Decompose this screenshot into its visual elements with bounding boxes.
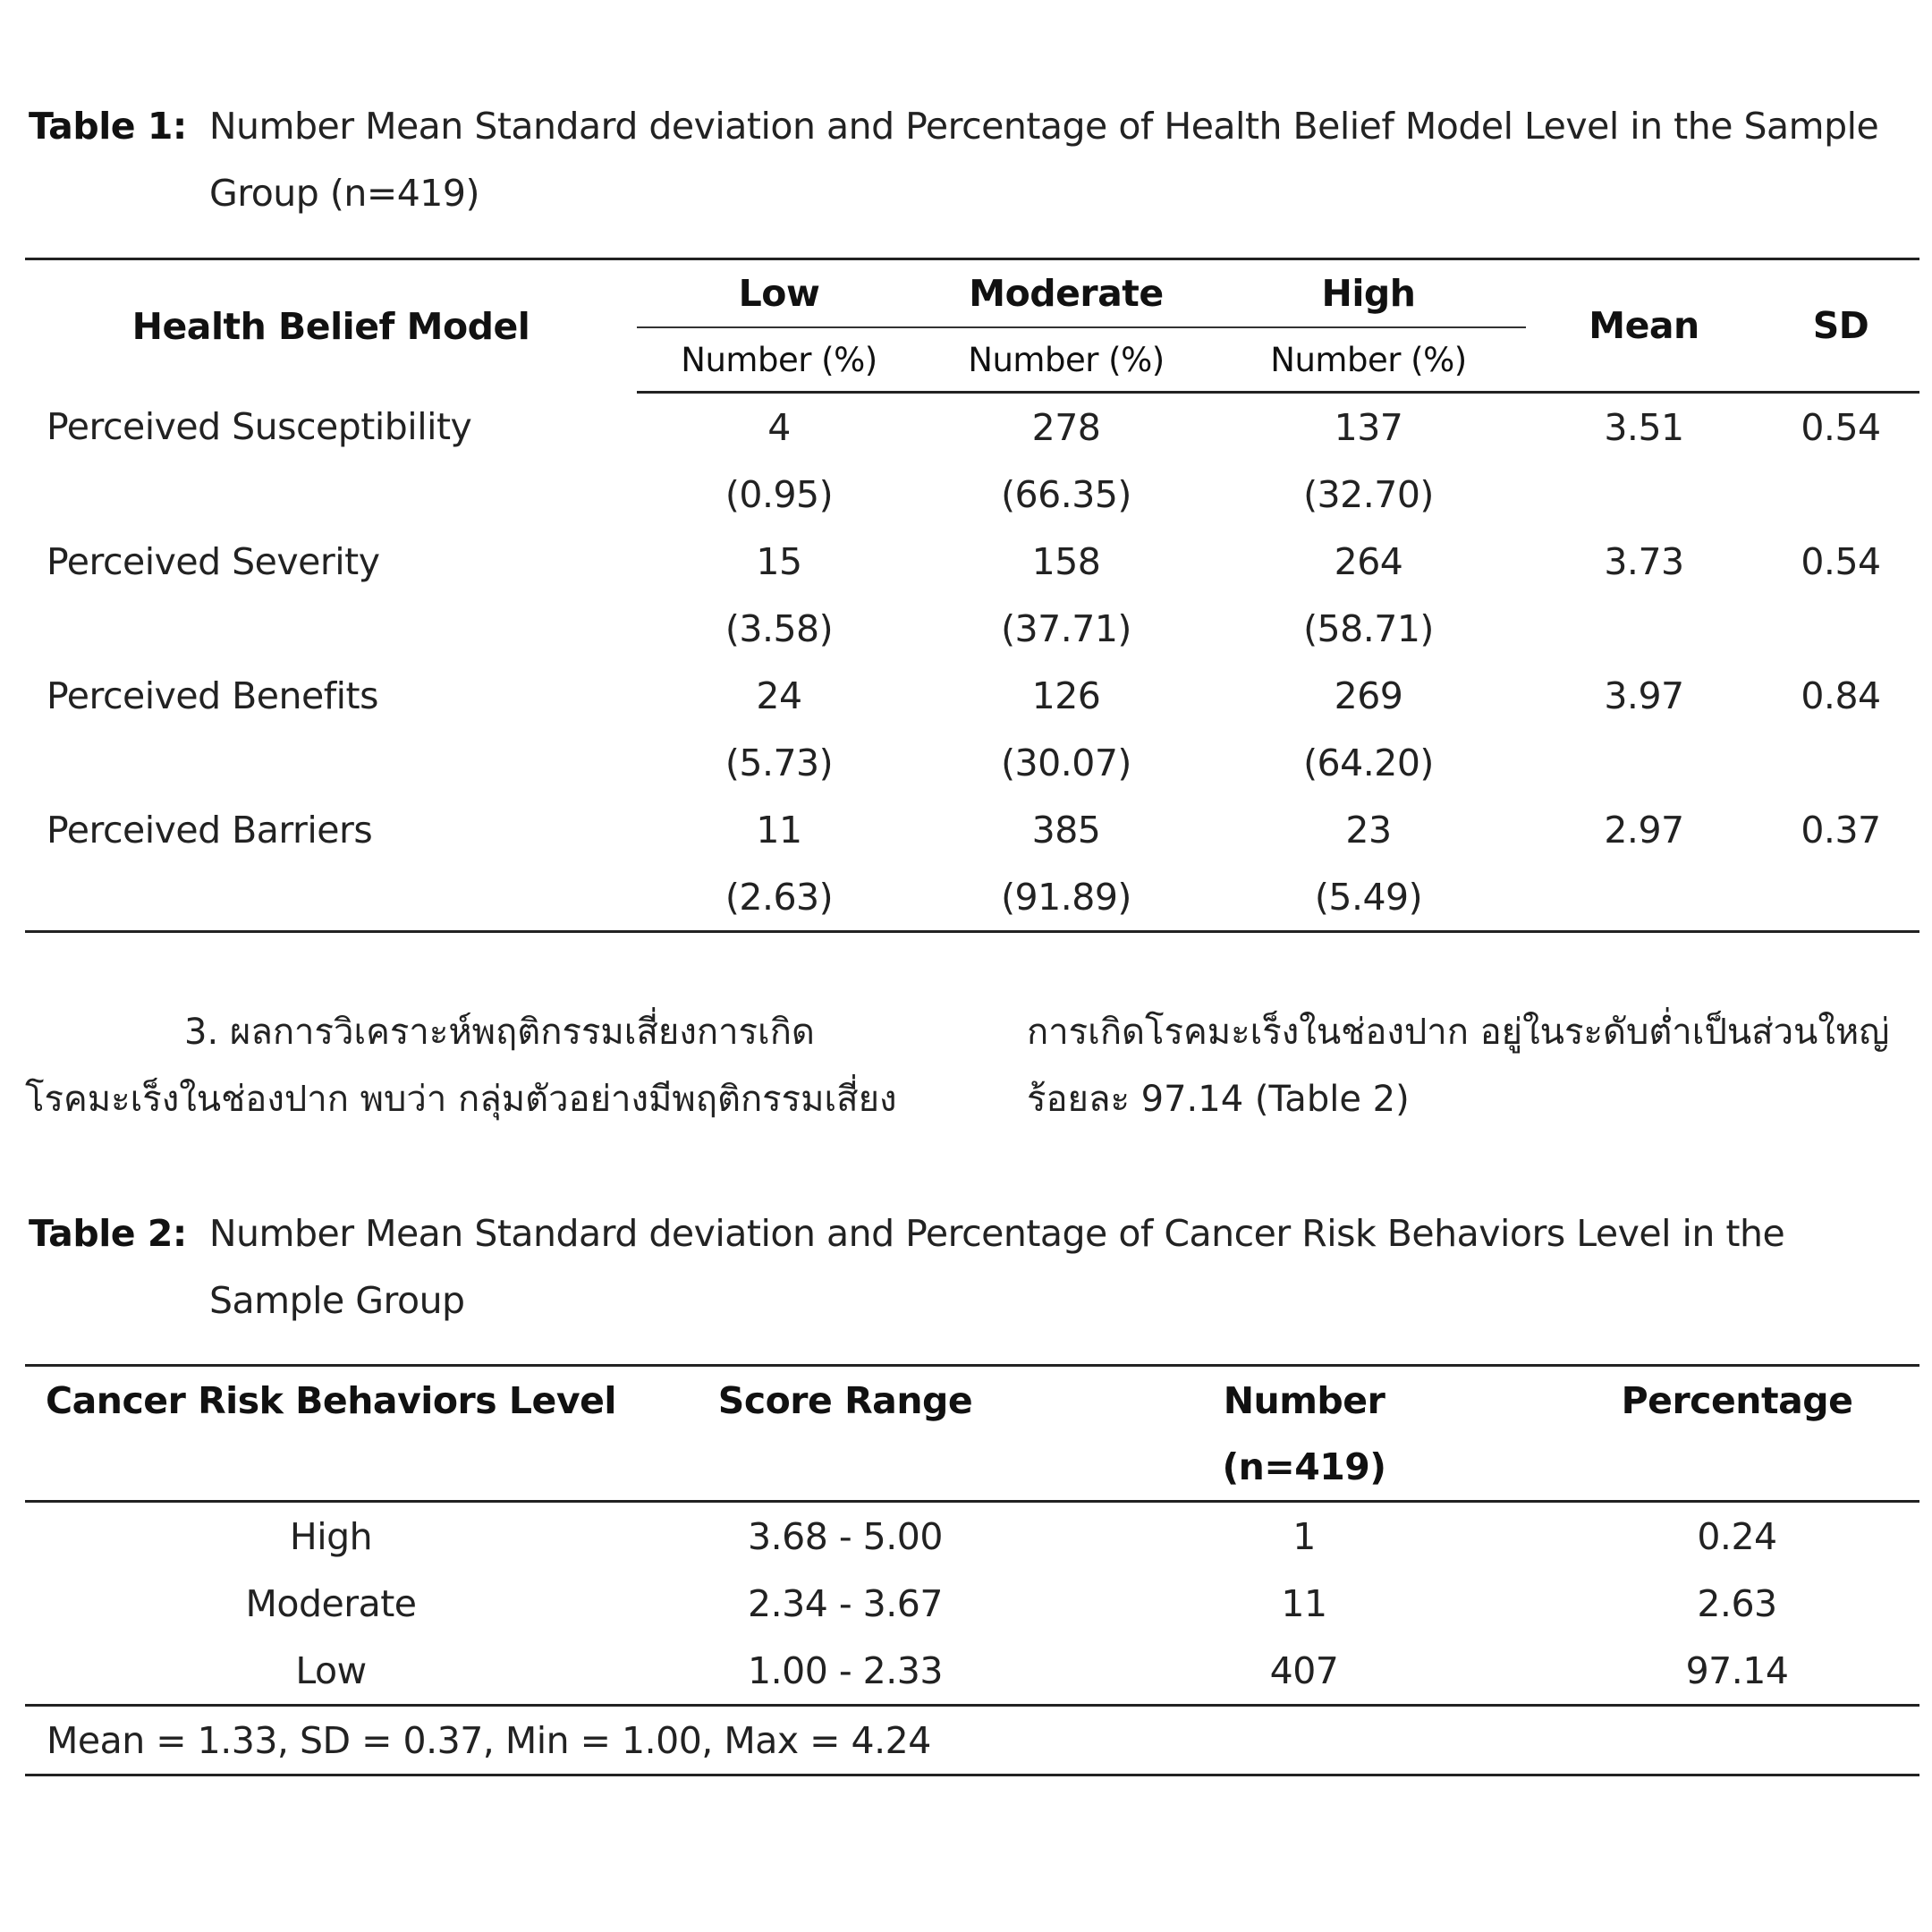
paragraph-line: โรคมะเร็งในช่องปาก พบว่า กลุ่มตัวอย่างมีพฤติกรรมเสี่ยง bbox=[25, 1079, 897, 1120]
mean-value: 2.97 bbox=[1604, 808, 1684, 852]
high-count: 269 bbox=[1334, 674, 1403, 717]
header-sd: SD bbox=[1762, 259, 1919, 393]
count: 407 bbox=[1054, 1637, 1555, 1706]
table1-caption bbox=[29, 93, 1916, 227]
paragraph-line: ร้อยละ 97.14 (Table 2) bbox=[1027, 1079, 1410, 1120]
high-count: 264 bbox=[1334, 539, 1403, 583]
high-percent: (32.70) bbox=[1303, 472, 1434, 516]
mean-value: 3.97 bbox=[1604, 674, 1684, 717]
paragraph-left-column bbox=[25, 999, 919, 1133]
table-row bbox=[25, 662, 1919, 729]
percentage: 0.24 bbox=[1697, 1514, 1777, 1558]
moderate-count: 126 bbox=[1031, 674, 1101, 717]
high-percent: (58.71) bbox=[1303, 606, 1434, 650]
moderate-count: 158 bbox=[1031, 539, 1101, 583]
table-row bbox=[25, 1570, 1919, 1637]
moderate-percent: (30.07) bbox=[1001, 741, 1131, 784]
moderate-percent: (66.35) bbox=[1001, 472, 1131, 516]
health-belief-model-table bbox=[25, 258, 1919, 933]
table-row bbox=[25, 528, 1919, 595]
low-count: 15 bbox=[756, 539, 802, 583]
table-row-pct bbox=[25, 595, 1919, 662]
header-percentage: Percentage bbox=[1555, 1366, 1919, 1435]
high-count: 23 bbox=[1345, 808, 1392, 852]
table1-caption-text: Number Mean Standard deviation and Percentage of Health Belief Model Level in the Sample bbox=[208, 105, 1879, 148]
low-percent: (2.63) bbox=[637, 863, 921, 932]
paragraph-right-column bbox=[1027, 999, 1921, 1133]
table2-caption-text: Number Mean Standard deviation and Percentage of Cancer Risk Behaviors Level in the bbox=[208, 1212, 1785, 1255]
paragraph-line: การเกิดโรคมะเร็งในช่องปาก อยู่ในระดับต่ำเป็นส่วนใหญ่ bbox=[1027, 1012, 1890, 1053]
header-health-belief-model: Health Belief Model bbox=[25, 259, 637, 393]
header-moderate: Moderate bbox=[921, 259, 1211, 328]
sd-value: 0.54 bbox=[1801, 539, 1881, 583]
table-row-pct bbox=[25, 863, 1919, 932]
sd-value: 0.54 bbox=[1801, 405, 1881, 449]
table1-caption-label: Table 1: bbox=[29, 105, 187, 148]
low-percent: (3.58) bbox=[724, 606, 834, 650]
header-number: Number bbox=[1054, 1366, 1555, 1435]
level-label: High bbox=[289, 1514, 373, 1558]
level-label: Low bbox=[25, 1637, 637, 1706]
header-low: Low bbox=[637, 259, 921, 328]
table1-caption-text-cont: Group (n=419) bbox=[209, 172, 479, 215]
level-label: Moderate bbox=[245, 1581, 417, 1625]
table-row bbox=[25, 393, 1919, 462]
count: 11 bbox=[1281, 1581, 1327, 1625]
low-count: 4 bbox=[767, 405, 791, 449]
count: 1 bbox=[1292, 1514, 1316, 1558]
table2-caption-label: Table 2: bbox=[29, 1212, 187, 1255]
mean-value: 3.51 bbox=[1604, 405, 1684, 449]
table-row-pct bbox=[25, 729, 1919, 796]
score-range: 2.34 - 3.67 bbox=[748, 1581, 943, 1625]
summary-statistics-footer: Mean = 1.33, SD = 0.37, Min = 1.00, Max = 4.24 bbox=[25, 1706, 1919, 1775]
moderate-count: 385 bbox=[1031, 808, 1101, 852]
table2-caption-text-cont: Sample Group bbox=[209, 1279, 465, 1322]
table-row bbox=[25, 1637, 1919, 1706]
subheader-high-number-pct: Number (%) bbox=[1211, 327, 1526, 393]
high-percent: (64.20) bbox=[1303, 741, 1434, 784]
score-range: 1.00 - 2.33 bbox=[637, 1637, 1054, 1706]
table-row bbox=[25, 796, 1919, 863]
low-percent: (0.95) bbox=[724, 472, 834, 516]
percentage: 97.14 bbox=[1555, 1637, 1919, 1706]
table-row bbox=[25, 1502, 1919, 1571]
subheader-moderate-number-pct: Number (%) bbox=[921, 327, 1211, 393]
row-label: Perceived Susceptibility bbox=[47, 404, 472, 448]
high-percent: (5.49) bbox=[1211, 863, 1526, 932]
row-label: Perceived Severity bbox=[47, 539, 380, 583]
subheader-low-number-pct: Number (%) bbox=[637, 327, 921, 393]
cancer-risk-behaviors-table bbox=[25, 1364, 1919, 1776]
percentage: 2.63 bbox=[1697, 1581, 1777, 1625]
low-count: 24 bbox=[756, 674, 802, 717]
score-range: 3.68 - 5.00 bbox=[748, 1514, 943, 1558]
paragraph-line: 3. ผลการวิเคราะห์พฤติกรรมเสี่ยงการเกิด bbox=[184, 1012, 815, 1053]
header-mean: Mean bbox=[1526, 259, 1762, 393]
sd-value: 0.84 bbox=[1801, 674, 1881, 717]
moderate-percent: (91.89) bbox=[921, 863, 1211, 932]
row-label: Perceived Benefits bbox=[47, 674, 378, 717]
moderate-count: 278 bbox=[1031, 405, 1101, 449]
low-percent: (5.73) bbox=[724, 741, 834, 784]
header-score-range: Score Range bbox=[637, 1366, 1054, 1435]
high-count: 137 bbox=[1334, 405, 1403, 449]
row-label: Perceived Barriers bbox=[47, 808, 373, 852]
header-number-sub: (n=419) bbox=[1054, 1434, 1555, 1502]
table-row-pct bbox=[25, 461, 1919, 528]
mean-value: 3.73 bbox=[1604, 539, 1684, 583]
low-count: 11 bbox=[756, 808, 802, 852]
table2-caption bbox=[29, 1200, 1916, 1335]
header-cancer-risk-level: Cancer Risk Behaviors Level bbox=[25, 1366, 637, 1435]
sd-value: 0.37 bbox=[1801, 808, 1881, 852]
moderate-percent: (37.71) bbox=[1001, 606, 1131, 650]
header-high: High bbox=[1211, 259, 1526, 328]
